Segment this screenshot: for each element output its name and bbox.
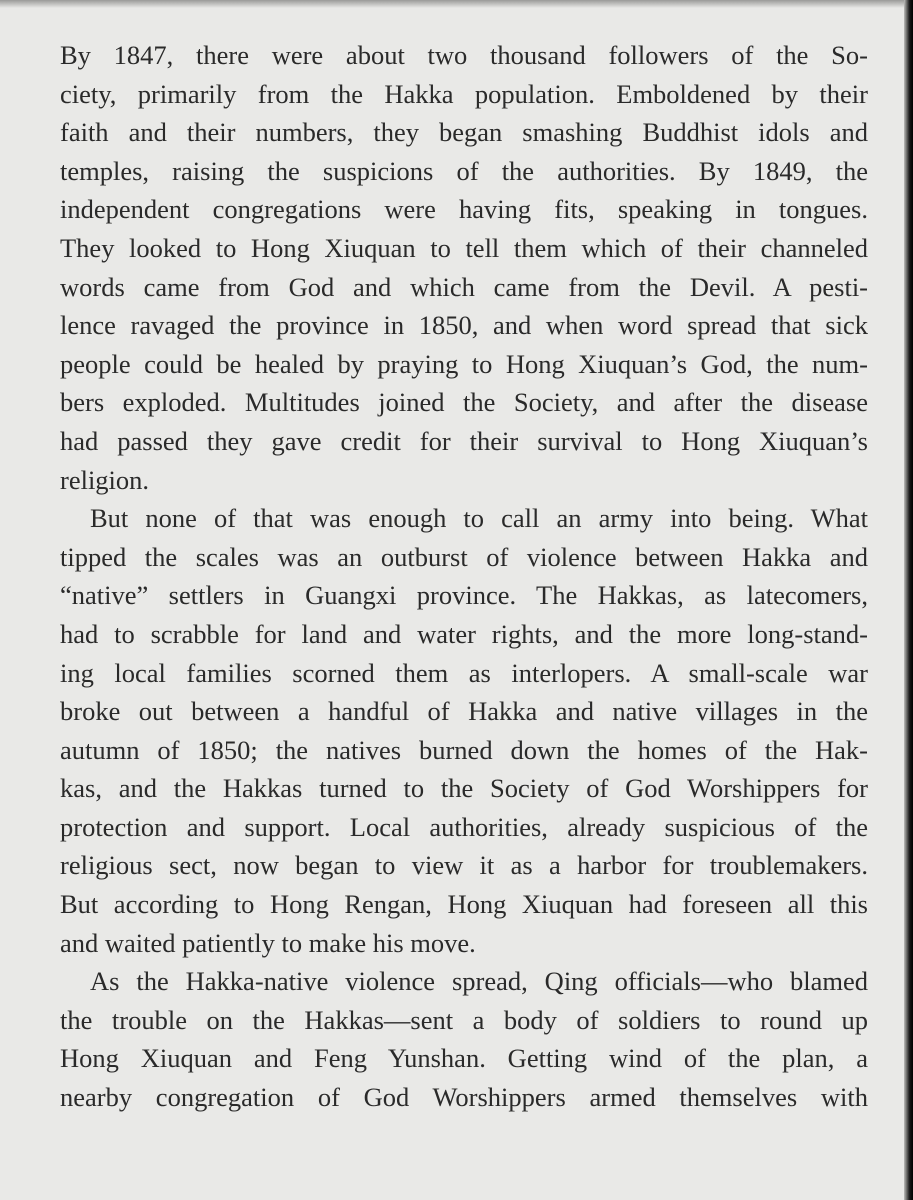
text-line: temples, raising the suspicions of the authorities. By 1849, the bbox=[60, 155, 868, 186]
paragraph bbox=[60, 36, 868, 499]
text-line: tipped the scales was an outburst of violence between Hakka and bbox=[60, 541, 868, 572]
text-line: By 1847, there were about two thousand followers of the So- bbox=[60, 40, 868, 70]
text-line: They looked to Hong Xiuquan to tell them which of their channeled bbox=[60, 232, 868, 263]
page-right-edge-shadow bbox=[904, 0, 913, 1200]
text-line: broke out between a handful of Hakka and native villages in the bbox=[60, 696, 868, 727]
text-line: lence ravaged the province in 1850, and when word spread that sick bbox=[60, 310, 868, 341]
text-line: independent congregations were having fits, speaking in tongues. bbox=[60, 194, 868, 225]
page-top-edge-shadow bbox=[0, 0, 913, 8]
text-line: people could be healed by praying to Hong Xiuquan’s God, the num- bbox=[60, 348, 868, 379]
text-line: religion. bbox=[60, 464, 150, 495]
text-line: ing local families scorned them as interlopers. A small-scale war bbox=[60, 657, 868, 688]
text-line: As the Hakka-native violence spread, Qing officials—who blamed bbox=[90, 966, 868, 997]
text-line: had passed they gave credit for their survival to Hong Xiuquan’s bbox=[60, 425, 868, 456]
paragraph bbox=[60, 499, 868, 962]
book-page-text bbox=[60, 36, 868, 1117]
text-line: faith and their numbers, they began smashing Buddhist idols and bbox=[60, 117, 868, 148]
text-line: nearby congregation of God Worshippers armed themselves with bbox=[60, 1082, 868, 1113]
text-line: ciety, primarily from the Hakka population. Emboldened by their bbox=[60, 78, 868, 109]
text-line: kas, and the Hakkas turned to the Society of God Worshippers for bbox=[60, 773, 868, 804]
text-line: But none of that was enough to call an army into being. What bbox=[90, 503, 868, 534]
text-line: religious sect, now began to view it as a harbor for troublemakers. bbox=[60, 850, 868, 881]
text-line: words came from God and which came from the Devil. A pesti- bbox=[60, 271, 868, 302]
text-line: and waited patiently to make his move. bbox=[60, 927, 476, 958]
text-line: But according to Hong Rengan, Hong Xiuquan had foreseen all this bbox=[60, 889, 868, 920]
text-line: “native” settlers in Guangxi province. The Hakkas, as latecomers, bbox=[60, 580, 868, 611]
text-line: autumn of 1850; the natives burned down the homes of the Hak- bbox=[60, 734, 868, 765]
paragraph bbox=[60, 962, 868, 1116]
text-line: had to scrabble for land and water rights, and the more long-stand- bbox=[60, 618, 868, 649]
text-line: bers exploded. Multitudes joined the Society, and after the disease bbox=[60, 387, 868, 418]
text-line: Hong Xiuquan and Feng Yunshan. Getting wind of the plan, a bbox=[60, 1043, 868, 1074]
text-line: the trouble on the Hakkas—sent a body of soldiers to round up bbox=[60, 1004, 868, 1035]
text-line: protection and support. Local authorities, already suspicious of the bbox=[60, 811, 868, 842]
